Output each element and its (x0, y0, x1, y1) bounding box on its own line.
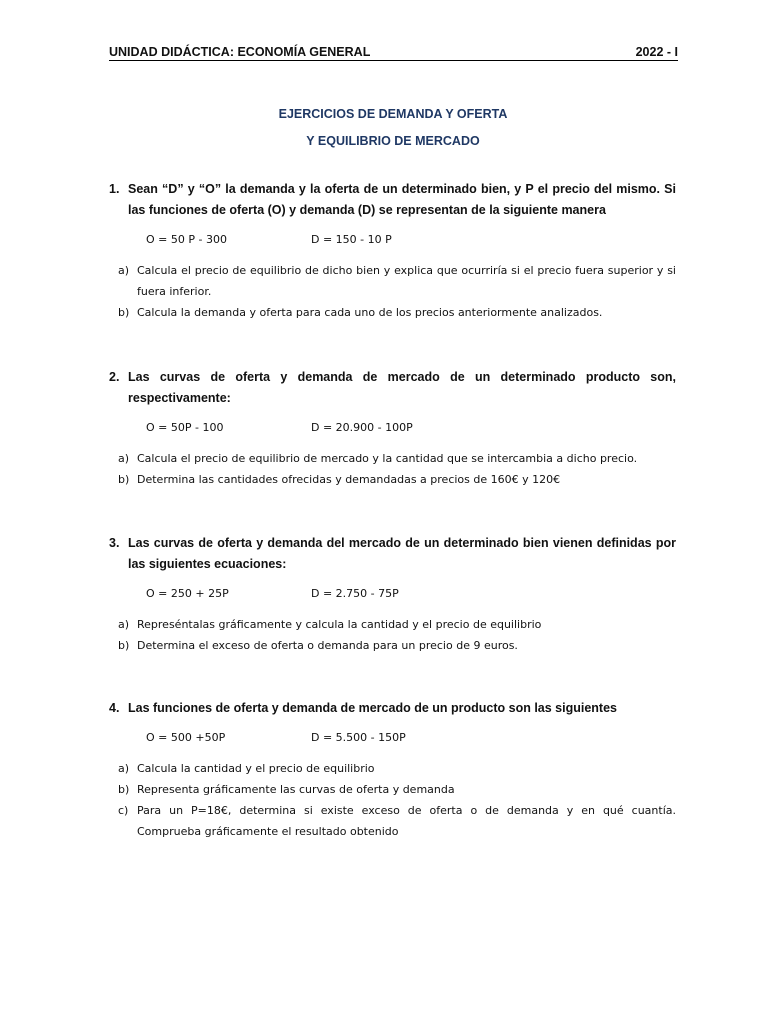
sub-questions (109, 448, 676, 490)
sub-questions (109, 260, 676, 323)
supply-equation: O = 500 +50P (146, 731, 226, 744)
supply-equation: O = 50 P - 300 (146, 233, 227, 246)
sub-question-text: Para un P=18€, determina si existe exceso de oferta o de demanda y en qué cuantía. Comprueba gráficamente el resultado obtenido (137, 804, 676, 838)
sub-question (109, 469, 676, 490)
exercise-number: 3. (109, 536, 120, 550)
exercise-4 (109, 698, 676, 842)
sub-question (109, 614, 676, 635)
exercise-statement (109, 698, 676, 719)
demand-equation: D = 150 - 10 P (311, 233, 392, 246)
exercise-1 (109, 179, 676, 323)
sub-question (109, 758, 676, 779)
sub-question (109, 779, 676, 800)
header-divider (109, 60, 678, 61)
exercise-statement (109, 367, 676, 409)
equations (109, 728, 676, 748)
equations (109, 418, 676, 438)
academic-period: 2022 - I (635, 45, 678, 59)
sub-question (109, 302, 676, 323)
sub-question-text: Calcula la demanda y oferta para cada uno de los precios anteriormente analizados. (137, 306, 603, 319)
exercise-statement (109, 179, 676, 221)
document-title-line-1: EJERCICIOS DE DEMANDA Y OFERTA (278, 107, 508, 121)
exercise-text: Las curvas de oferta y demanda del mercado de un determinado bien vienen definidas por las siguientes ecuaciones: (128, 536, 676, 571)
supply-equation: O = 50P - 100 (146, 421, 224, 434)
sub-question (109, 635, 676, 656)
sub-question-label: b) (118, 639, 130, 652)
course-title: UNIDAD DIDÁCTICA: ECONOMÍA GENERAL (109, 45, 371, 59)
equations (109, 584, 676, 604)
sub-question (109, 260, 676, 302)
sub-question-label: a) (118, 762, 130, 775)
supply-equation: O = 250 + 25P (146, 587, 229, 600)
sub-question-label: a) (118, 452, 130, 465)
sub-question-text: Determina las cantidades ofrecidas y demandadas a precios de 160€ y 120€ (137, 473, 561, 486)
exercise-text: Las funciones de oferta y demanda de mercado de un producto son las siguientes (128, 701, 617, 715)
demand-equation: D = 2.750 - 75P (311, 587, 399, 600)
exercise-number: 2. (109, 370, 120, 384)
exercise-text: Sean “D” y “O” la demanda y la oferta de un determinado bien, y P el precio del mismo. Si las funciones de oferta (O) y demanda (D) se representan de la siguiente manera (128, 182, 676, 217)
sub-question-text: Calcula la cantidad y el precio de equilibrio (137, 762, 375, 775)
document-title-line-2: Y EQUILIBRIO DE MERCADO (306, 134, 480, 148)
sub-question-label: c) (118, 804, 129, 817)
sub-question-text: Calcula el precio de equilibrio de dicho bien y explica que ocurriría si el precio fuera superior y si fuera inferior. (137, 264, 676, 298)
exercise-number: 1. (109, 182, 120, 196)
sub-question-text: Representa gráficamente las curvas de oferta y demanda (137, 783, 455, 796)
sub-question-label: a) (118, 264, 130, 277)
exercise-number: 4. (109, 701, 120, 715)
sub-question-text: Calcula el precio de equilibrio de mercado y la cantidad que se intercambia a dicho precio. (137, 452, 638, 465)
sub-question-label: b) (118, 306, 130, 319)
sub-question (109, 800, 676, 842)
equations (109, 230, 676, 250)
exercise-2 (109, 367, 676, 490)
sub-questions (109, 758, 676, 842)
sub-question-label: b) (118, 783, 130, 796)
demand-equation: D = 20.900 - 100P (311, 421, 413, 434)
exercise-3 (109, 533, 676, 656)
sub-question (109, 448, 676, 469)
sub-question-text: Represéntalas gráficamente y calcula la cantidad y el precio de equilibrio (137, 618, 542, 631)
page-header (109, 42, 678, 62)
demand-equation: D = 5.500 - 150P (311, 731, 406, 744)
sub-question-label: b) (118, 473, 130, 486)
exercise-text: Las curvas de oferta y demanda de mercado de un determinado producto son, respectivamente: (128, 370, 676, 405)
sub-questions (109, 614, 676, 656)
sub-question-text: Determina el exceso de oferta o demanda para un precio de 9 euros. (137, 639, 518, 652)
exercise-statement (109, 533, 676, 575)
sub-question-label: a) (118, 618, 130, 631)
